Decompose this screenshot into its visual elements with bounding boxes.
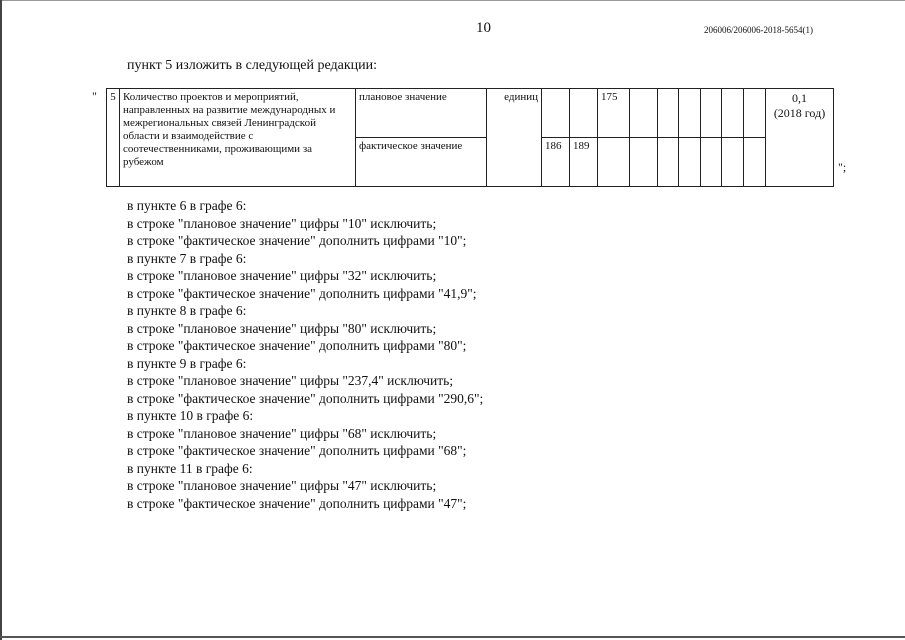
intro-text: пункт 5 изложить в следующей редакции: — [127, 58, 377, 73]
text-line: в строке "плановое значение" цифры "237,4" исключить; — [127, 373, 454, 388]
plan-cell — [744, 89, 766, 138]
text-line: в строке "плановое значение" цифры "80" исключить; — [127, 320, 437, 336]
plan-cell — [658, 89, 679, 138]
fact-cell — [630, 138, 658, 187]
target-value: 0,1 — [792, 91, 807, 105]
text-line: в пункте 8 в графе 6: — [127, 303, 247, 318]
text-line: в строке "фактическое значение" дополнить цифрами "80"; — [127, 338, 467, 353]
fact-cell — [598, 138, 630, 187]
plan-cell — [570, 89, 598, 138]
amendment-table — [106, 88, 834, 187]
plan-cell — [630, 89, 658, 138]
plan-cell — [542, 89, 570, 138]
quote-close: "; — [838, 160, 847, 174]
fact-cell: 186 — [542, 138, 570, 187]
quote-open: " — [92, 89, 97, 103]
fact-cell — [722, 138, 744, 187]
text-line: в строке "фактическое значение" дополнить цифрами "290,6"; — [127, 390, 484, 406]
text-line: в пункте 7 в графе 6: — [127, 250, 247, 266]
fact-cell — [679, 138, 701, 187]
text-line: в строке "фактическое значение" дополнить цифрами "47"; — [127, 495, 467, 511]
plan-cell — [701, 89, 722, 138]
page-number: 10 — [476, 20, 491, 36]
unit-cell: единиц — [487, 89, 542, 187]
fact-cell — [658, 138, 679, 187]
text-line: в пункте 9 в графе 6: — [127, 355, 247, 371]
table-row-plan — [107, 89, 834, 138]
scan-edge-top — [0, 0, 905, 1]
plan-cell: 175 — [598, 89, 630, 138]
plan-cell — [722, 89, 744, 138]
fact-cell — [701, 138, 722, 187]
text-line: в строке "фактическое значение" дополнить цифрами "41,9"; — [127, 285, 477, 301]
scan-edge-bottom — [0, 636, 905, 638]
plan-cell — [679, 89, 701, 138]
text-line: в пункте 10 в графе 6: — [127, 408, 254, 423]
target-value-cell — [766, 89, 834, 187]
text-line: в пункте 6 в графе 6: — [127, 198, 247, 213]
text-line: в строке "плановое значение" цифры "47" исключить; — [127, 478, 437, 493]
amendment-lines — [127, 197, 483, 512]
row-label-fact: фактическое значение — [356, 138, 487, 187]
text-line: в строке "фактическое значение" дополнить цифрами "10"; — [127, 233, 467, 248]
fact-cell — [744, 138, 766, 187]
indicator-name: Количество проектов и мероприятий, направленных на развитие международных и межрегиональных связей Ленинградской области и взаимодействие с соотечественниками, проживающими за рубежом — [120, 89, 356, 187]
text-line: в строке "плановое значение" цифры "32" исключить; — [127, 268, 437, 283]
document-id: 206006/206006-2018-5654(1) — [704, 25, 813, 35]
row-label-plan: плановое значение — [356, 89, 487, 138]
text-line: в строке "фактическое значение" дополнить цифрами "68"; — [127, 443, 467, 458]
text-line: в пункте 11 в графе 6: — [127, 460, 253, 476]
row-number: 5 — [107, 89, 120, 187]
fact-cell: 189 — [570, 138, 598, 187]
text-line: в строке "плановое значение" цифры "10" исключить; — [127, 215, 437, 231]
target-year: (2018 год) — [773, 106, 826, 120]
text-line: в строке "плановое значение" цифры "68" исключить; — [127, 425, 437, 441]
scan-edge-left — [0, 0, 2, 640]
